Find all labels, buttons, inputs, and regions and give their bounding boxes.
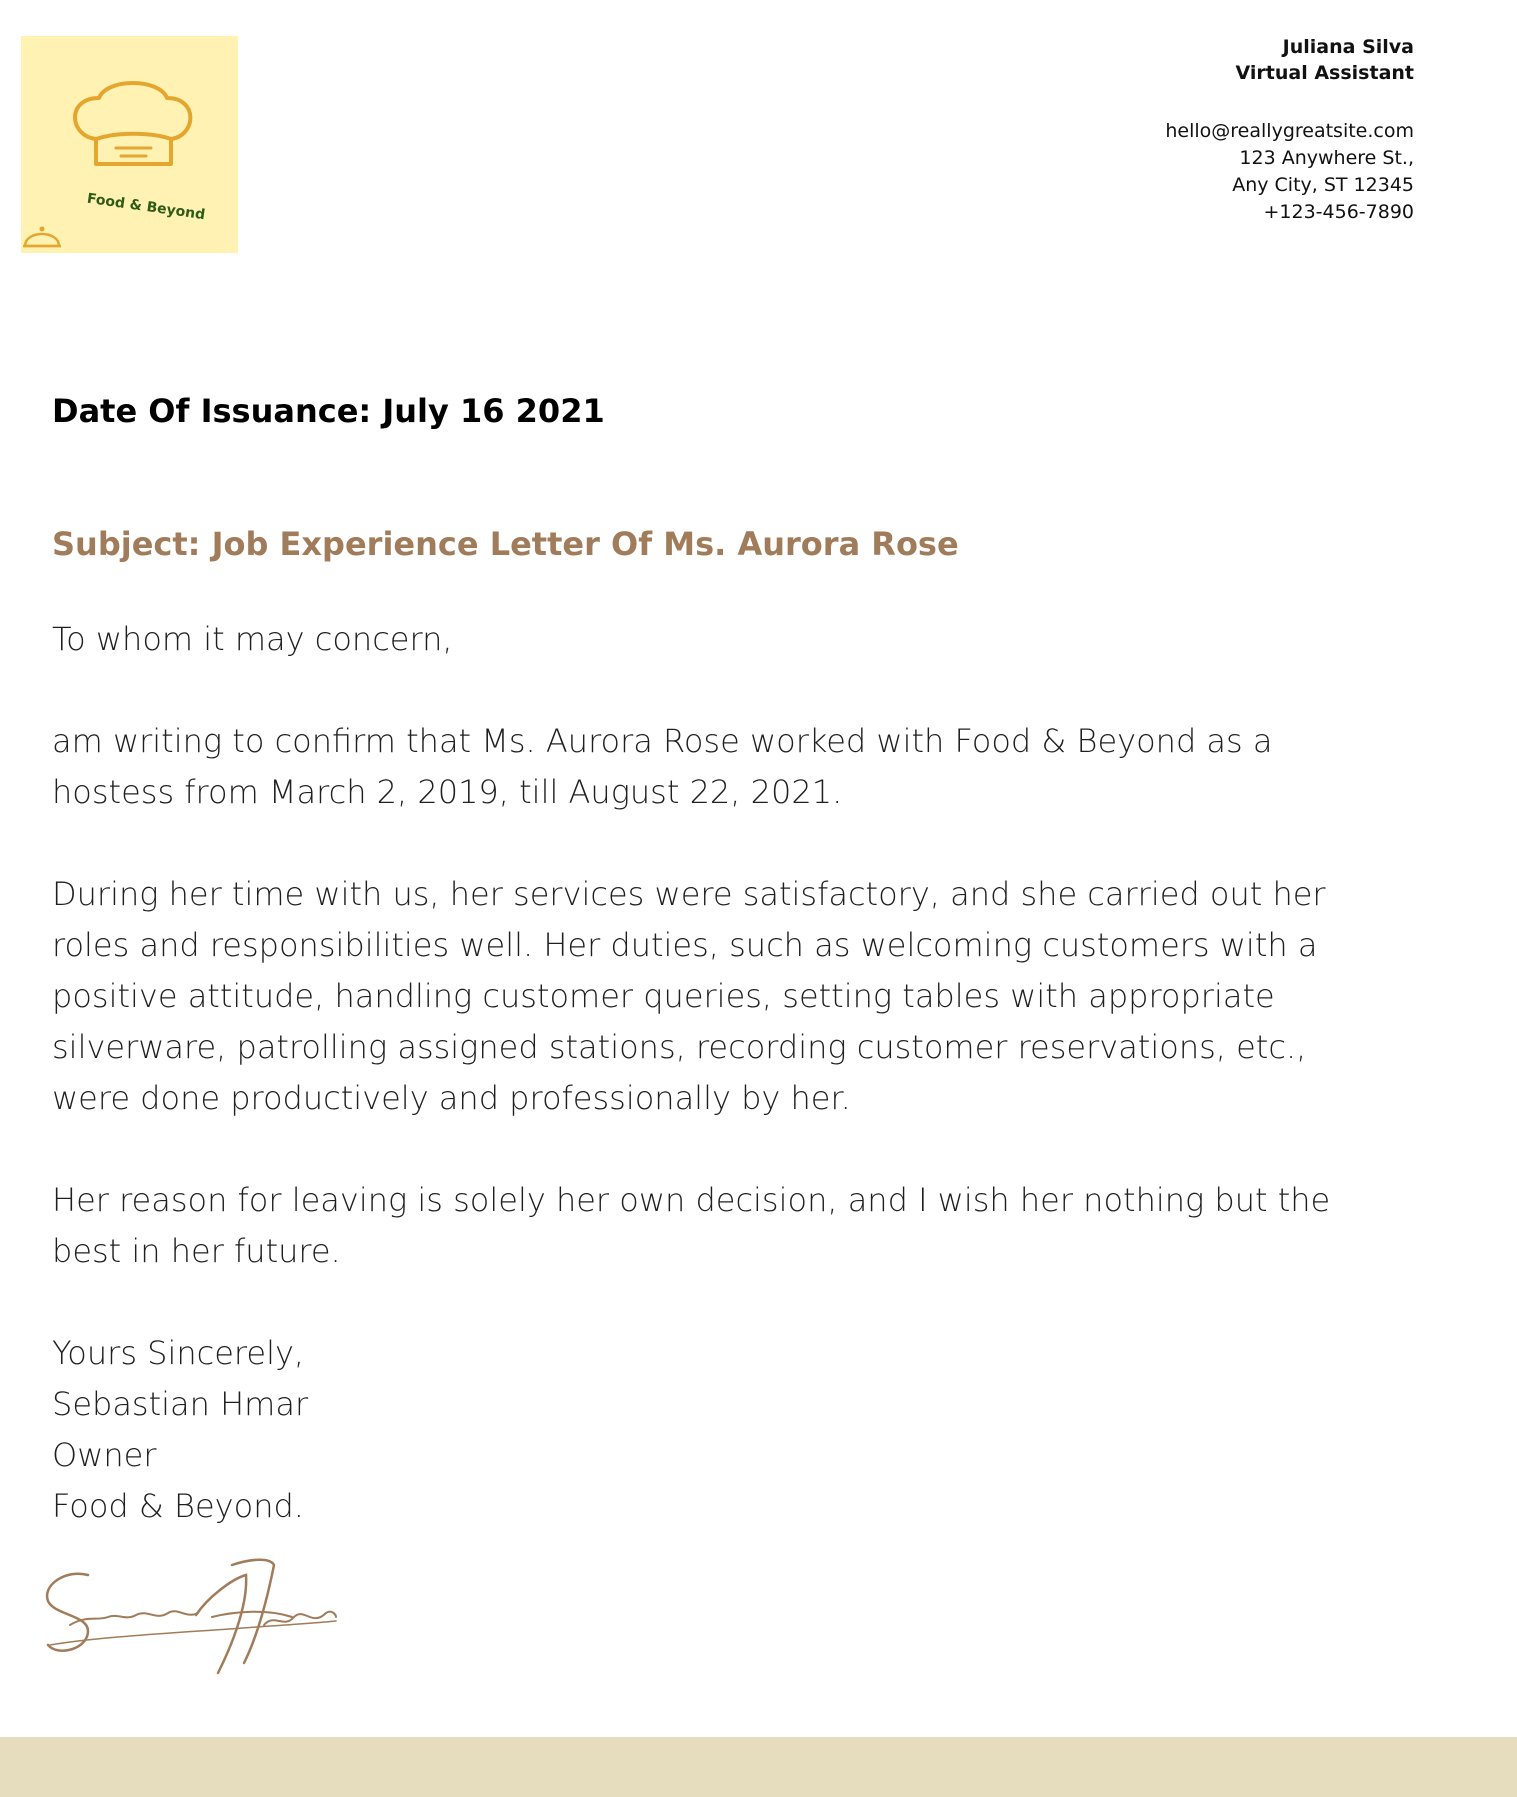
salutation: To whom it may concern, [52,620,453,658]
date-of-issuance: Date Of Issuance: July 16 2021 [52,392,605,430]
cloche-icon [23,227,61,247]
sender-block [1165,34,1414,226]
company-logo [21,36,238,253]
footer-band [0,1737,1517,1797]
paragraph-duties: During her time with us, her services were satisfactory, and she carried out her roles and responsibilities well. Her duties, such as welcoming customers with a positive attitude, handling customer queries, setting tables with appropriate silverware, patrolling assigned stations, recording customer reservations, etc., were done productively and professionally by her. [52,875,1326,1117]
sender-email: hello@reallygreatsite.com [1165,120,1414,142]
logo-brand-name: Food & Beyond [85,190,207,224]
sender-role: Virtual Assistant [1235,62,1414,84]
sender-contact [1165,118,1414,226]
sender-name: Juliana Silva [1282,36,1414,58]
paragraph-employment: am writing to confirm that Ms. Aurora Rose worked with Food & Beyond as a hostess from March 2, 2019, till August 22, 2021. [52,722,1273,811]
handwritten-signature [36,1555,346,1685]
signer-title: Owner [52,1436,157,1474]
paragraph-leaving: Her reason for leaving is solely her own decision, and I wish her nothing but the best in her future. [52,1181,1331,1270]
sender-address-line2: Any City, ST 12345 [1232,174,1414,196]
sender-address-line1: 123 Anywhere St., [1239,147,1414,169]
valediction: Yours Sincerely, [52,1334,305,1372]
signer-company: Food & Beyond. [52,1487,304,1525]
letter-subject: Subject: Job Experience Letter Of Ms. Aurora Rose [52,525,959,563]
letter-body [52,614,1342,1532]
sender-phone: +123-456-7890 [1263,201,1414,223]
signer-name: Sebastian Hmar [52,1385,309,1423]
closing-block [52,1328,1342,1532]
